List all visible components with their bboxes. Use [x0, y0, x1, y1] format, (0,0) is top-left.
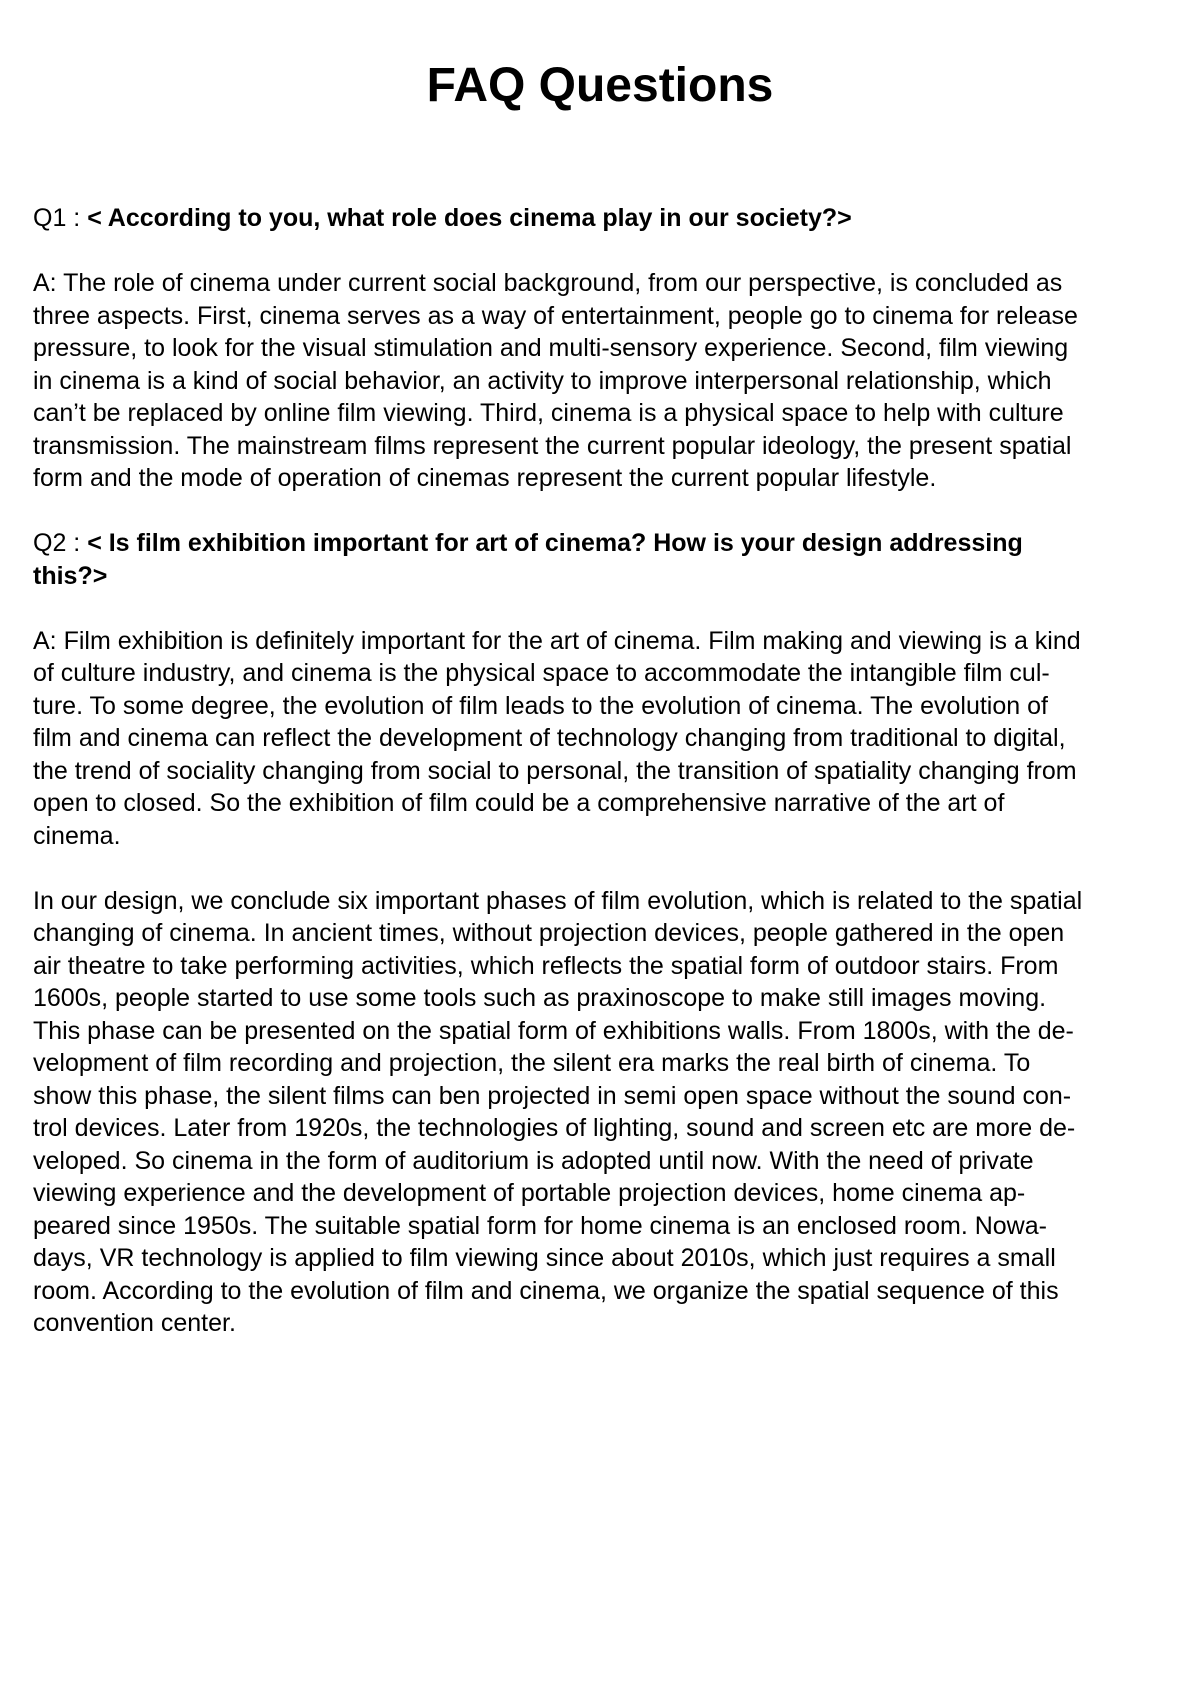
- answer-2-design-line: air theatre to take performing activities, which reflects the spatial form of outdoor stairs. From: [33, 951, 1059, 980]
- answer-2-design-line: trol devices. Later from 1920s, the technologies of lighting, sound and screen etc are more de-: [33, 1114, 1076, 1142]
- answer-2-design-line: convention center.: [33, 1309, 236, 1337]
- answer-2-design-line: velopment of film recording and projection, the silent era marks the real birth of cinema. To: [33, 1049, 1031, 1077]
- answer-1-line: form and the mode of operation of cinemas represent the current popular lifestyle.: [33, 464, 937, 492]
- answer-2-design-line: days, VR technology is applied to film viewing since about 2010s, which just requires a small: [33, 1244, 1056, 1272]
- answer-1-line: transmission. The mainstream films represent the current popular ideology, the present spatial: [33, 431, 1072, 460]
- question-1-label: Q1 :: [33, 204, 88, 232]
- answer-2-line: film and cinema can reflect the development of technology changing from traditional to digital,: [33, 724, 1066, 752]
- answer-2-design-line: In our design, we conclude six important phases of film evolution, which is related to the spatial: [33, 886, 1083, 915]
- answer-1: [33, 267, 1173, 495]
- answer-2: [33, 625, 1173, 853]
- answer-2-design-line: viewing experience and the development of portable projection devices, home cinema ap-: [33, 1179, 1026, 1207]
- faq-content: [33, 202, 1173, 1372]
- answer-2-line: open to closed. So the exhibition of film could be a comprehensive narrative of the art of: [33, 789, 1005, 817]
- answer-2-line: cinema.: [33, 821, 121, 850]
- question-2: [33, 527, 1173, 592]
- question-2-line: [33, 527, 1173, 560]
- question-2-text: this?>: [33, 561, 108, 590]
- answer-2-line: A: Film exhibition is definitely important for the art of cinema. Film making and viewing is a kind: [33, 626, 1081, 655]
- answer-2-design-line: veloped. So cinema in the form of auditorium is adopted until now. With the need of private: [33, 1146, 1034, 1175]
- question-2-text: < Is film exhibition important for art of cinema? How is your design addressing: [87, 529, 1023, 557]
- answer-2-design-line: room. According to the evolution of film and cinema, we organize the spatial sequence of this: [33, 1276, 1059, 1305]
- answer-2-design-line: 1600s, people started to use some tools such as praxinoscope to make still images moving.: [33, 984, 1047, 1012]
- question-1: [33, 202, 1173, 235]
- page-title: FAQ Questions: [426, 59, 774, 112]
- answer-2-design-line: peared since 1950s. The suitable spatial form for home cinema is an enclosed room. Nowa-: [33, 1211, 1047, 1240]
- question-1-text: < According to you, what role does cinema play in our society?>: [87, 204, 852, 232]
- answer-2-design-line: show this phase, the silent films can ben projected in semi open space without the sound con-: [33, 1081, 1072, 1110]
- answer-2-design-line: This phase can be presented on the spatial form of exhibitions walls. From 1800s, with the de-: [33, 1016, 1074, 1045]
- answer-2-line: the trend of sociality changing from social to personal, the transition of spatiality changing from: [33, 756, 1077, 785]
- answer-1-line: three aspects. First, cinema serves as a way of entertainment, people go to cinema for release: [33, 301, 1078, 330]
- answer-1-line: pressure, to look for the visual stimulation and multi-sensory experience. Second, film viewing: [33, 334, 1069, 362]
- answer-1-line: in cinema is a kind of social behavior, an activity to improve interpersonal relationship, which: [33, 366, 1052, 395]
- answer-2-line: ture. To some degree, the evolution of film leads to the evolution of cinema. The evolution of: [33, 691, 1048, 720]
- answer-2-line: of culture industry, and cinema is the physical space to accommodate the intangible film cul-: [33, 659, 1050, 687]
- answer-2-design-line: changing of cinema. In ancient times, without projection devices, people gathered in the open: [33, 919, 1065, 947]
- answer-1-line: can’t be replaced by online film viewing. Third, cinema is a physical space to help with culture: [33, 399, 1064, 427]
- answer-1-line: A: The role of cinema under current social background, from our perspective, is concluded as: [33, 269, 1063, 297]
- answer-2-design: [33, 885, 1173, 1340]
- question-2-label: Q2 :: [33, 529, 88, 557]
